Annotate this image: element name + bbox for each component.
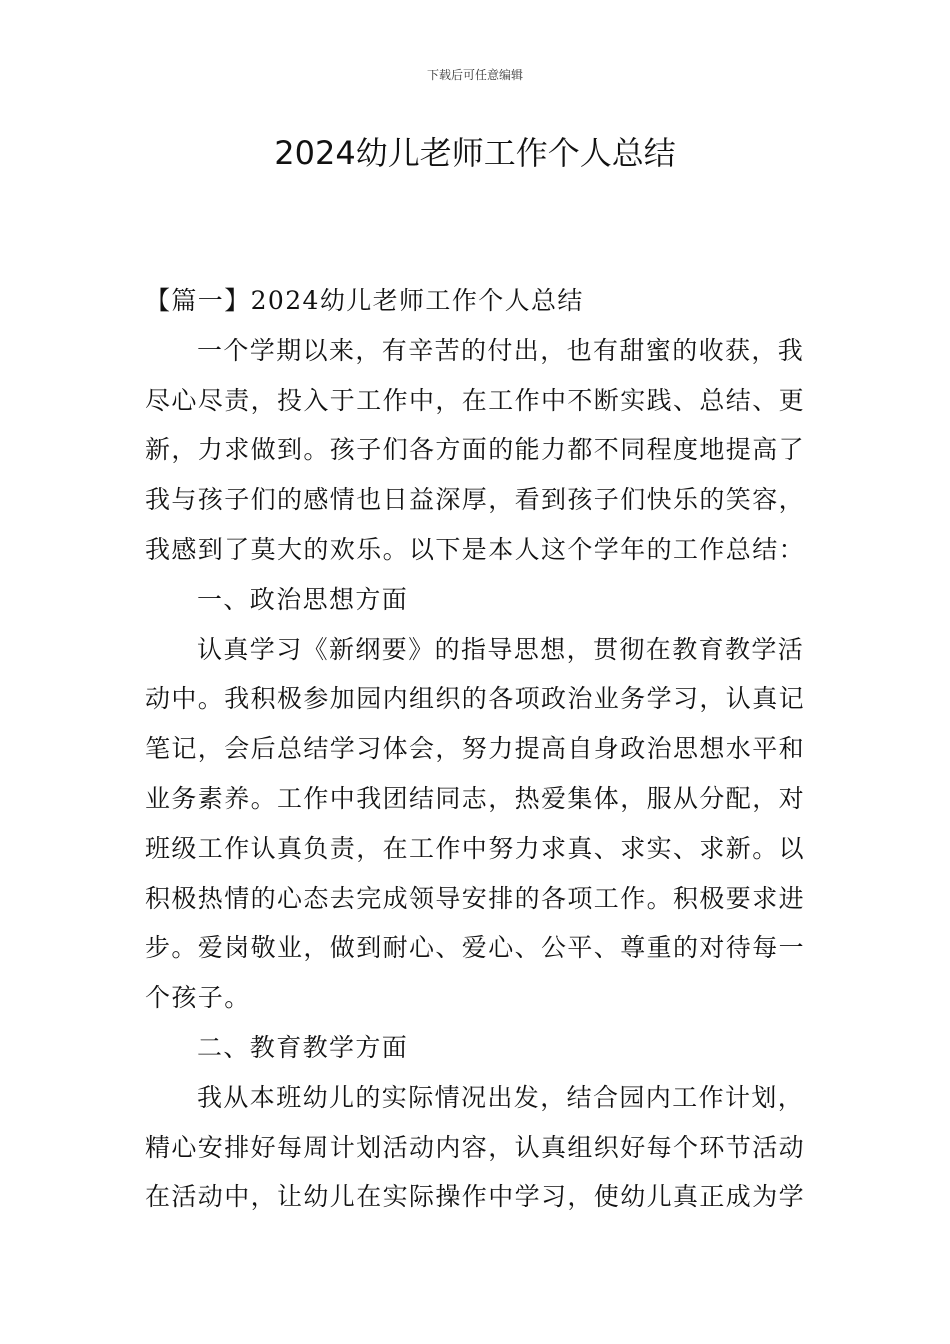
paragraph-line: 积极热情的心态去完成领导安排的各项工作。积极要求进 [145,883,806,913]
paragraph-line: 一个学期以来，有辛苦的付出，也有甜蜜的收获，我 [197,335,805,365]
paragraph-line: 尽心尽责，投入于工作中，在工作中不断实践、总结、更 [145,385,806,415]
document-body [145,276,810,1222]
paragraph-line: 班级工作认真负责，在工作中努力求真、求实、求新。以 [145,833,806,863]
paragraph-line: 我从本班幼儿的实际情况出发，结合园内工作计划， [197,1082,805,1112]
paragraph-line: 业务素养。工作中我团结同志，热爱集体，服从分配，对 [145,783,806,813]
paragraph-line: 个孩子。 [145,983,251,1013]
header-note: 下载后可任意编辑 [426,68,523,82]
chapter-heading: 【篇一】2024幼儿老师工作个人总结 [145,286,584,315]
paragraph-line: 我感到了莫大的欢乐。以下是本人这个学年的工作总结： [145,534,806,564]
paragraph-line: 认真学习《新纲要》的指导思想，贯彻在教育教学活 [197,634,805,664]
section-heading: 一、政治思想方面 [197,584,409,614]
paragraph-line: 步。爱岗敬业，做到耐心、爱心、公平、尊重的对待每一 [145,933,806,963]
paragraph-line: 我与孩子们的感情也日益深厚，看到孩子们快乐的笑容， [145,485,806,515]
paragraph-line: 动中。我积极参加园内组织的各项政治业务学习，认真记 [145,684,806,714]
section-heading: 二、教育教学方面 [197,1032,409,1062]
paragraph-line: 笔记，会后总结学习体会，努力提高自身政治思想水平和 [145,734,806,764]
paragraph-line: 精心安排好每周计划活动内容，认真组织好每个环节活动 [145,1132,806,1162]
paragraph-line: 在活动中，让幼儿在实际操作中学习，使幼儿真正成为学 [145,1182,806,1212]
document-title: 2024幼儿老师工作个人总结 [274,134,676,172]
paragraph-line: 新，力求做到。孩子们各方面的能力都不同程度地提高了 [145,435,806,465]
